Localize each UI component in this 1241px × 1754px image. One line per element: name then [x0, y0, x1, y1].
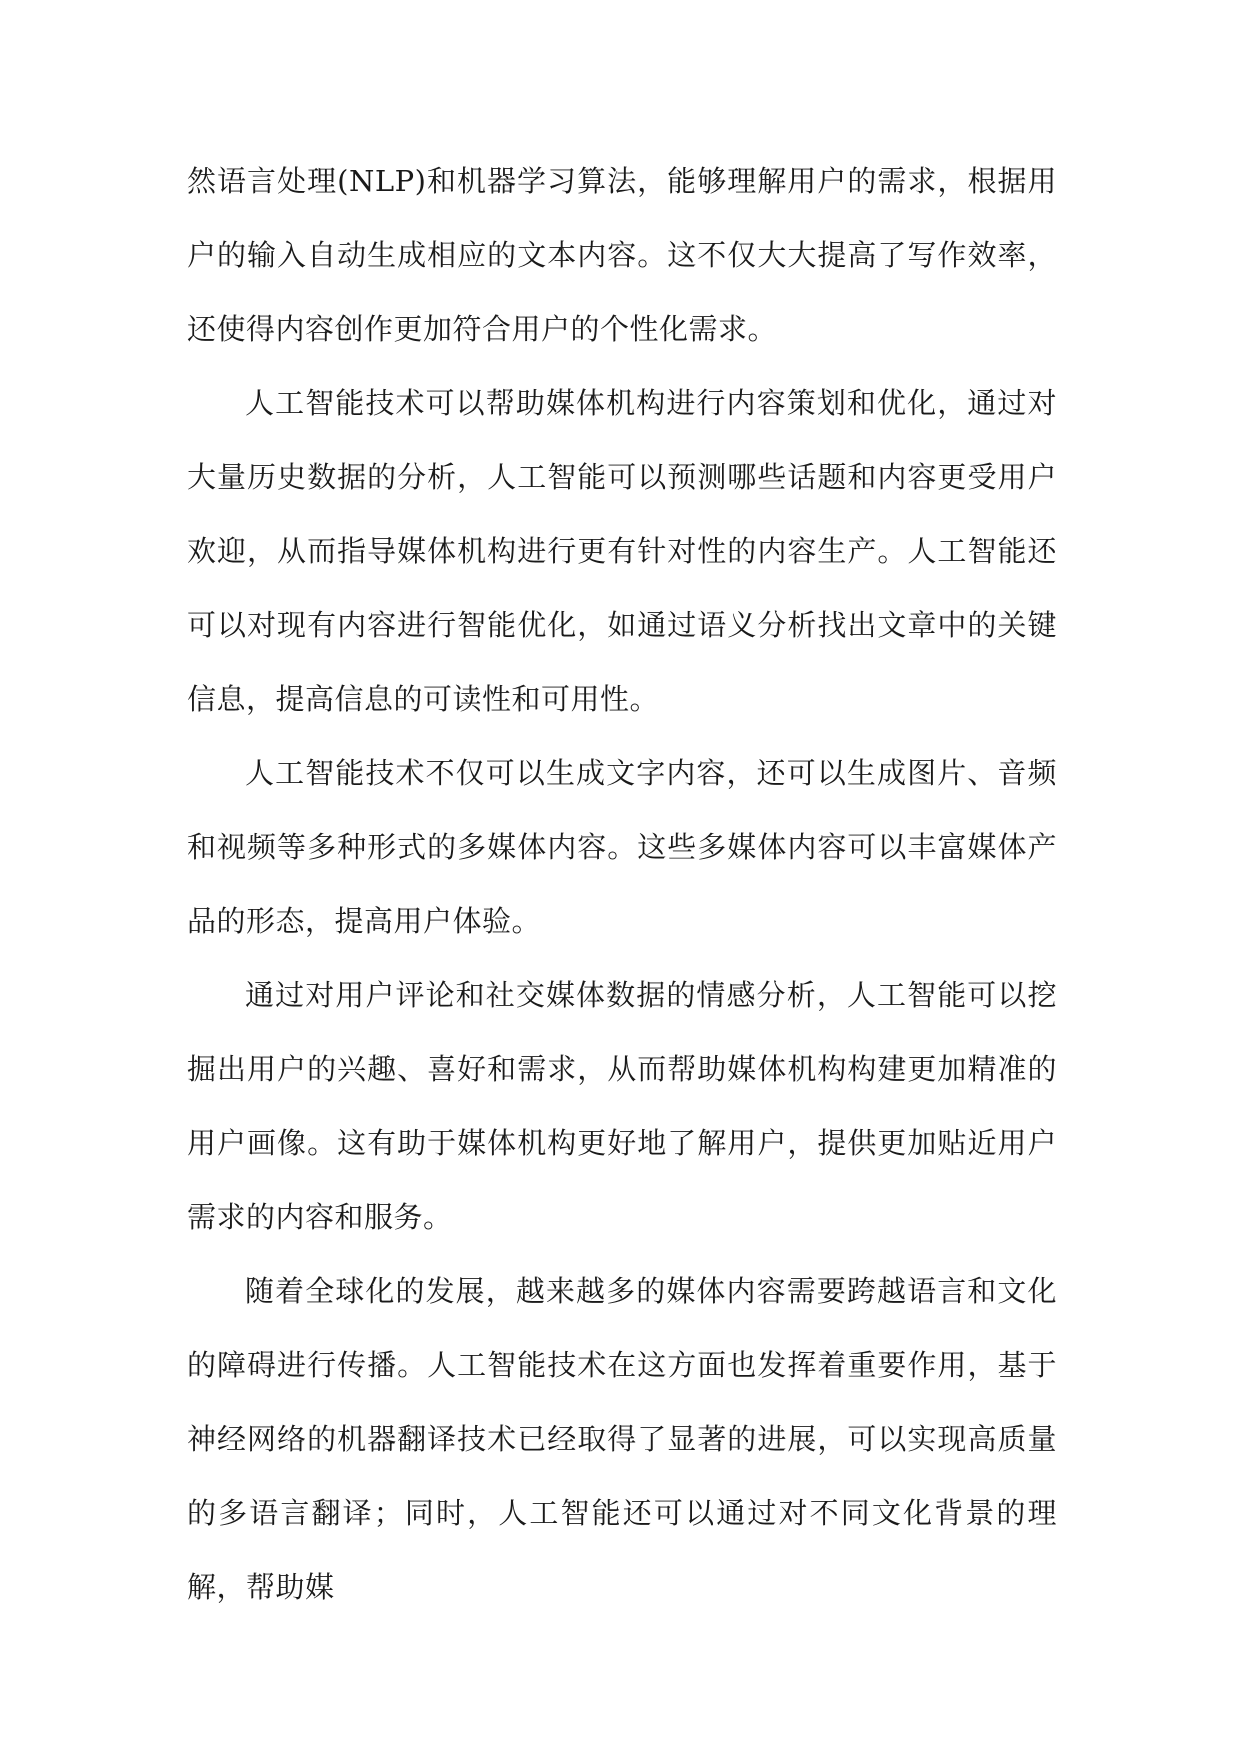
paragraph-4: 通过对用户评论和社交媒体数据的情感分析，人工智能可以挖掘出用户的兴趣、喜好和需求，从而帮助媒体机构构建更加精准的用户画像。这有助于媒体机构更好地了解用户，提供更加贴近用户需求的内容和服务。: [187, 978, 1057, 1234]
paragraph-1: 然语言处理(NLP)和机器学习算法，能够理解用户的需求，根据用户的输入自动生成相应的文本内容。这不仅大大提高了写作效率，还使得内容创作更加符合用户的个性化需求。: [187, 164, 1057, 346]
paragraph-5: 随着全球化的发展，越来越多的媒体内容需要跨越语言和文化的障碍进行传播。人工智能技术在这方面也发挥着重要作用，基于神经网络的机器翻译技术已经取得了显著的进展，可以实现高质量的多语言翻译；同时，人工智能还可以通过对不同文化背景的理解，帮助媒: [187, 1274, 1057, 1604]
paragraph-3: 人工智能技术不仅可以生成文字内容，还可以生成图片、音频和视频等多种形式的多媒体内容。这些多媒体内容可以丰富媒体产品的形态，提高用户体验。: [187, 756, 1057, 938]
paragraph-2: 人工智能技术可以帮助媒体机构进行内容策划和优化，通过对大量历史数据的分析，人工智能可以预测哪些话题和内容更受用户欢迎，从而指导媒体机构进行更有针对性的内容生产。人工智能还可以对现有内容进行智能优化，如通过语义分析找出文章中的关键信息，提高信息的可读性和可用性。: [187, 386, 1057, 716]
document-body: [187, 144, 1057, 1624]
